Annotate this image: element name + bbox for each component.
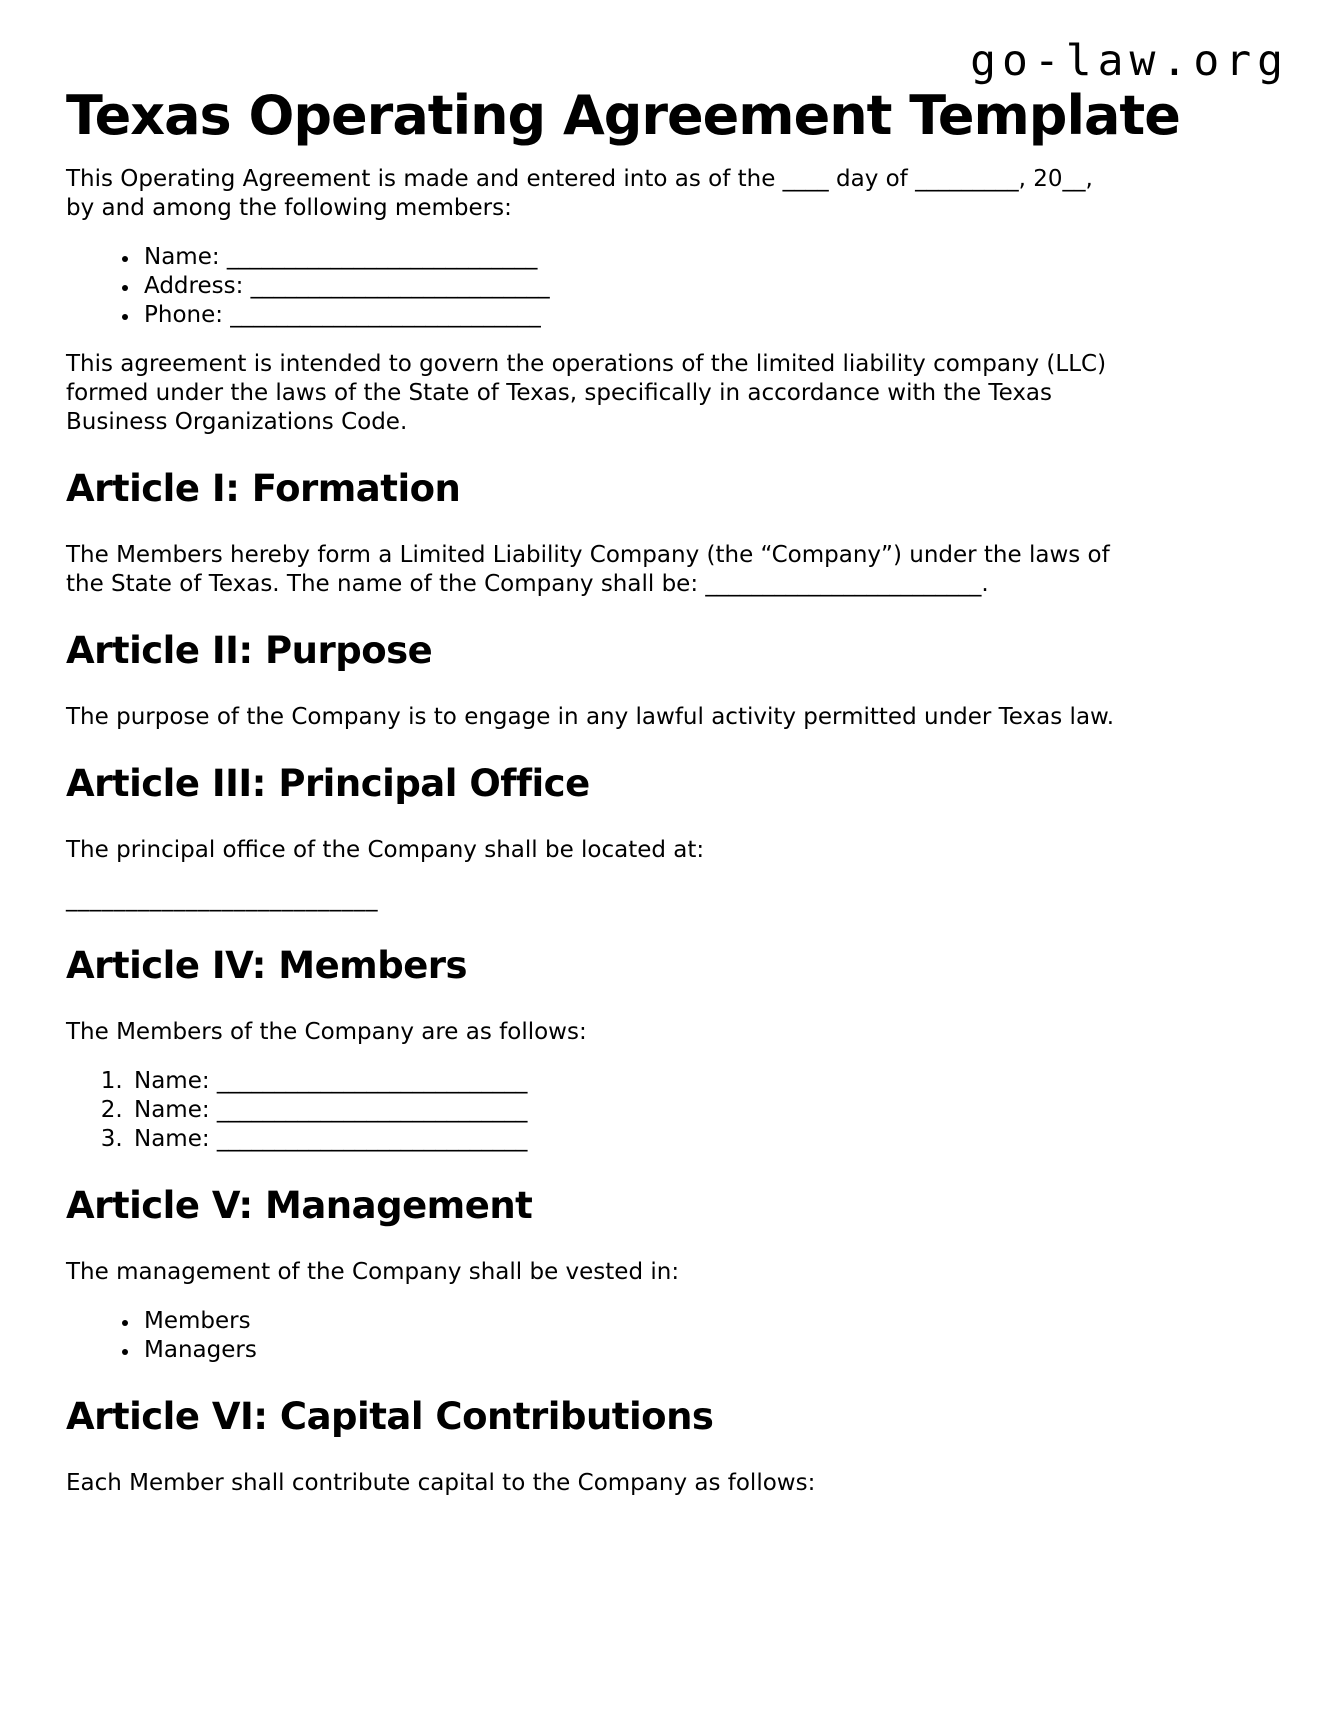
document-title: Texas Operating Agreement Template [66,84,1180,147]
text-line: formed under the laws of the State of Texas, specifically in accordance with the Texas [66,380,1053,406]
article-2-paragraph [66,703,1265,732]
text-line: The Members of the Company are as follows: [66,1019,587,1045]
member-name-field: 3. Name: ___________________________ [130,1125,1265,1154]
member-address-field: • Address: __________________________ [140,272,1265,301]
text-line: The purpose of the Company is to engage in any lawful activity permitted under Texas law. [66,704,1115,730]
text-line: The principal office of the Company shall be located at: [66,837,705,863]
text-line: The management of the Company shall be vested in: [66,1259,680,1285]
article-1-heading: Article I: Formation [66,467,461,510]
members-numbered-list [66,1067,1265,1154]
member-name-field: 1. Name: ___________________________ [130,1067,1265,1096]
article-3-heading: Article III: Principal Office [66,762,590,805]
management-options-list [66,1307,1265,1365]
member-name-field: 2. Name: ___________________________ [130,1096,1265,1125]
text-line: by and among the following members: [66,195,512,221]
article-4-paragraph [66,1018,1265,1047]
text-line: This Operating Agreement is made and entered into as of the ____ day of _________, 20__, [66,166,1093,192]
article-4-heading: Article IV: Members [66,944,468,987]
article-6-paragraph [66,1469,1265,1498]
article-5-paragraph [66,1258,1265,1287]
governing-paragraph [66,350,1265,437]
article-1-paragraph [66,541,1265,599]
text-line: the State of Texas. The name of the Company shall be: ________________________. [66,571,989,597]
text-line: The Members hereby form a Limited Liability Company (the “Company”) under the laws of [66,542,1110,568]
site-logo: go-law.org [970,36,1289,86]
text-line: Each Member shall contribute capital to the Company as follows: [66,1470,816,1496]
article-5-heading: Article V: Management [66,1184,533,1227]
article-6-heading: Article VI: Capital Contributions [66,1395,714,1438]
article-2-heading: Article II: Purpose [66,629,433,672]
article-3-paragraph [66,836,1265,865]
blank-fill-line: __________________________ [66,886,378,912]
management-option: • Members [140,1307,1265,1336]
member-phone-field: • Phone: ___________________________ [140,301,1265,330]
intro-paragraph [66,165,1265,223]
management-option: • Managers [140,1336,1265,1365]
text-line: This agreement is intended to govern the operations of the limited liability company (LLC) [66,351,1107,377]
member-name-field: • Name: ___________________________ [140,243,1265,272]
member-info-list [66,243,1265,330]
text-line: Business Organizations Code. [66,409,408,435]
